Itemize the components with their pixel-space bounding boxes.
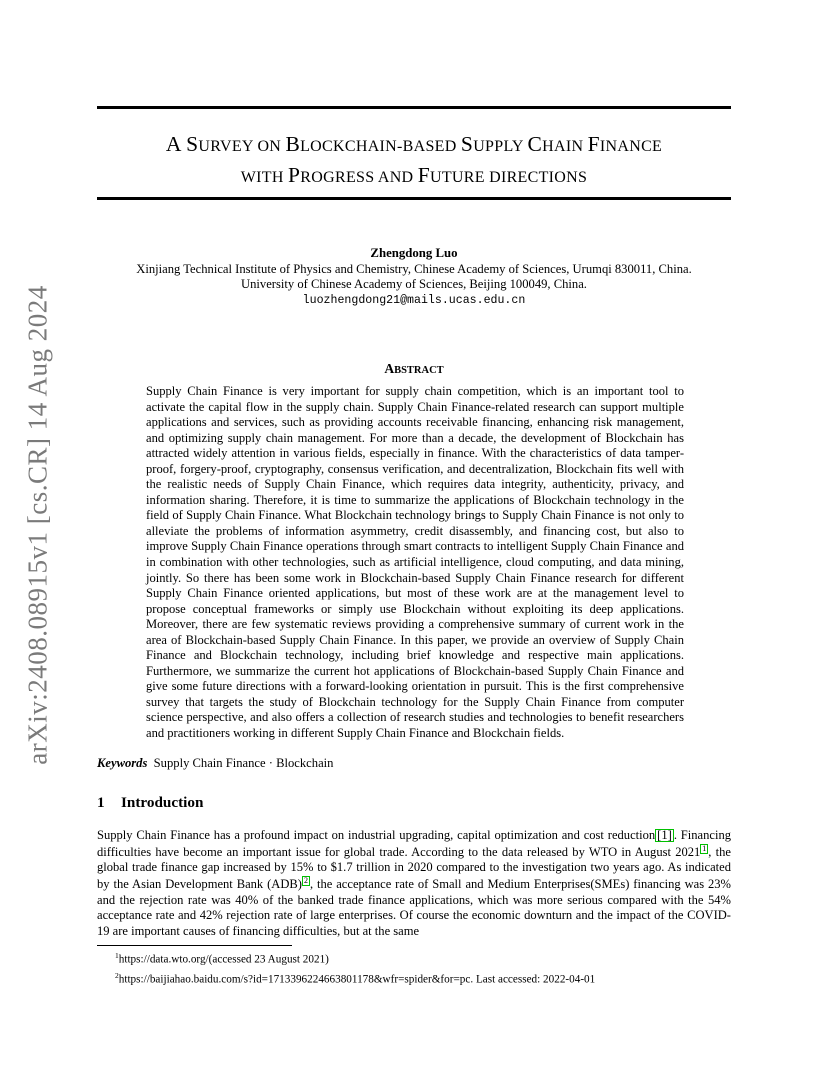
author-name: Zhengdong Luo bbox=[370, 246, 458, 260]
title-line-1: A SURVEY ON BLOCKCHAIN-BASED SUPPLY CHAIN FINANCE bbox=[165, 132, 663, 156]
title-bottom-rule bbox=[97, 197, 731, 200]
footnote-1-url[interactable]: https://data.wto.org/(accessed 23 August 2021) bbox=[118, 953, 329, 966]
title-top-rule bbox=[97, 106, 731, 109]
keywords-label: Keywords bbox=[97, 756, 148, 770]
author-affiliation-2: University of Chinese Academy of Sciences, Beijing 100049, China. bbox=[241, 277, 587, 291]
footnote-rule bbox=[97, 945, 292, 946]
footnote-link-1[interactable]: 1 bbox=[702, 843, 707, 853]
footnote-2-url[interactable]: https://baijiahao.baidu.com/s?id=1713396224663801178&wfr=spider&for=pc. Last accessed: 2022-04-01 bbox=[118, 973, 596, 986]
abstract-text: Supply Chain Finance is very important for supply chain competition, which is an important tool to activate the capital flow in the supply chain. Supply Chain Finance-related research can support multiple applications and services, such as providing accounts receivable financing, enhancing risk management, and optimizing supply chain management. For more than a decade, the development of Blockchain has attracted widely attention in various fields, especially in finance. With the characteristics of data tamper-proof, forgery-proof, cryptography, consensus verification, and decentralization, Blockchain fits well with the realistic needs of Supply Chain Finance, which requires data integrity, authenticity, privacy, and information sharing. Therefore, it is time to summarize the applications of Blockchain technology in the field of Supply Chain Finance. What Blockchain technology brings to Supply Chain Finance is not only to alleviate the problems of information asymmetry, credit disassembly, and financing cost, but also to improve Supply Chain Finance operations through smart contracts to intelligent Supply Chain Finance and in combination with other technologies, such as artificial intelligence, cloud computing, and data mining, jointly. So there has been some work in Blockchain-based Supply Chain Finance research for different Supply Chain Finance oriented applications, but most of these work are at the management level to propose conceptual frameworks or simply use Blockchain without exploiting its deep applications. Moreover, there are few systematic reviews providing a comprehensive summary of current work in the area of Blockchain-based Supply Chain Finance. In this paper, we provide an overview of Supply Chain Finance and Blockchain technology, including brief knowledge and respective main applications. Furthermore, we summarize the current hot applications of Blockchain-based Supply Chain Finance and give some future directions with a forward-looking orientation in pursuit. This is the first comprehensive survey that targets the study of Blockchain technology for the Supply Chain Finance from computer science perspective, and also offers a collection of research studies and technologies to benefit researchers and practitioners working in different Supply Chain Finance and Blockchain fields. bbox=[146, 384, 684, 741]
footnote-1: $^1$https://data.wto.org/(accessed 23 August 2021) bbox=[115, 951, 329, 966]
paper-title bbox=[97, 130, 731, 192]
author-block bbox=[60, 246, 768, 308]
intro-paragraph: Supply Chain Finance has a profound impact on industrial upgrading, capital optimization and cost reduction [1] . Financing difficulties have become an important issue for global trade. According to the data released by WTO in August 2021 1 , the global trade finance gap increased by 15% to $1.7 trillion in 2020 compared to the investigation two years ago. As indicated by the Asian Development Bank (ADB) 2 , the acceptance rate of Small and Medium Enterprises(SMEs) financing was 23% and the rejection rate was 40% of the banked trade finance applications, which was more serious compared with the 54% acceptance rate and 42% rejection rate of large enterprises. Of course the economic downturn and the impact of the COVID-19 are important causes of financing difficulties, but at the same bbox=[97, 828, 732, 938]
keywords-line bbox=[97, 756, 333, 771]
section-number: 1 bbox=[97, 794, 105, 811]
section-heading bbox=[97, 794, 203, 812]
section-title: Introduction bbox=[121, 794, 204, 811]
footnote-2: $^2$https://baijiahao.baidu.com/s?id=1713396224663801178&wfr=spider&for=pc. Last accessed: 2022-04-01 bbox=[115, 971, 596, 986]
footnote-link-2[interactable]: 2 bbox=[303, 875, 308, 885]
citation-link[interactable]: [1] bbox=[657, 828, 672, 842]
author-email[interactable]: luozhengdong21@mails.ucas.edu.cn bbox=[302, 293, 526, 307]
keywords-text: Supply Chain Finance · Blockchain bbox=[153, 756, 334, 770]
arxiv-watermark: arXiv:2408.08915v1 [cs.CR] 14 Aug 2024 bbox=[22, 285, 53, 765]
title-line-2: WITH PROGRESS AND FUTURE DIRECTIONS bbox=[240, 163, 588, 187]
footnotes bbox=[115, 948, 595, 988]
abstract-heading: ABSTRACT bbox=[384, 361, 444, 376]
author-affiliation-1: Xinjiang Technical Institute of Physics and Chemistry, Chinese Academy of Sciences, Urumqi 830011, China. bbox=[136, 261, 692, 276]
